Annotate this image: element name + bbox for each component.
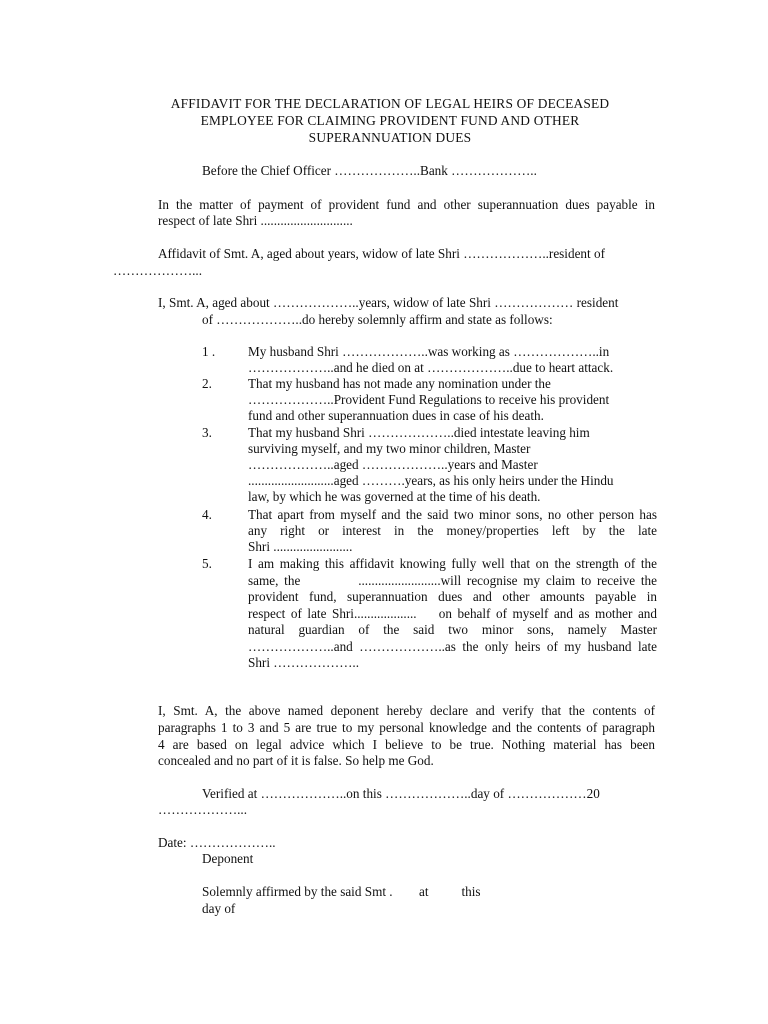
item-line: That my husband Shri ………………..died intestate leaving him — [248, 425, 590, 440]
item-line: fund and other superannuation dues in case of his death. — [248, 408, 544, 423]
title-line-1: AFFIDAVIT FOR THE DECLARATION OF LEGAL HEIRS OF DECEASED — [170, 96, 610, 111]
deponent-label: Deponent — [202, 851, 254, 866]
item-number: 4. — [202, 507, 212, 522]
affidavit-of-line-2: ………………... — [113, 263, 203, 278]
document-title — [150, 95, 630, 146]
statement-line-2: of ………………..do hereby solemnly affirm and state as follows: — [202, 312, 553, 327]
item-number: 3. — [202, 425, 212, 440]
verification-line-2: paragraphs 1 to 3 and 5 are true to my personal knowledge and the contents of paragraph — [158, 720, 655, 735]
solemnly-affirmed-line: Solemnly affirmed by the said Smt . at this — [202, 884, 481, 899]
verification-line-1: I, Smt. A, the above named deponent hereby declare and verify that the contents of — [158, 703, 655, 718]
item-line: ..........................aged ……….years, as his only heirs under the Hindu — [248, 473, 614, 488]
day-of-line: day of — [202, 901, 236, 916]
statement-line-1: I, Smt. A, aged about ………………..years, widow of late Shri ……………… resident — [158, 295, 619, 310]
item-line: respect of late Shri................... on behalf of myself and as mother and — [248, 606, 657, 621]
item-line: My husband Shri ………………..was working as ………………..in — [248, 344, 610, 359]
item-line: any right or interest in the money/properties left by the late — [248, 523, 657, 538]
item-line: provident fund, superannuation dues and other amounts payable in — [248, 589, 657, 604]
date-line: Date: ……………….. — [158, 835, 276, 850]
item-line: I am making this affidavit knowing fully well that on the strength of the — [248, 556, 657, 571]
item-line: ………………..and ………………..as the only heirs of my husband late — [248, 639, 657, 654]
verified-at-line-1: Verified at ………………..on this ………………..day of ………………20 — [202, 786, 600, 801]
title-line-3: SUPERANNUATION DUES — [308, 130, 472, 145]
item-line: law, by which he was governed at the time of his death. — [248, 489, 541, 504]
item-line: Shri ……………….. — [248, 655, 359, 670]
before-chief-officer: Before the Chief Officer ………………..Bank ……………….. — [202, 163, 537, 178]
item-line: ………………..aged ………………..years and Master — [248, 457, 538, 472]
item-line: ………………..Provident Fund Regulations to receive his provident — [248, 392, 610, 407]
item-number: 5. — [202, 556, 212, 571]
item-line: Shri ........................ — [248, 539, 353, 554]
item-line: surviving myself, and my two minor children, Master — [248, 441, 531, 456]
item-line: same, the .........................will recognise my claim to receive the — [248, 573, 657, 588]
item-number: 1 . — [202, 344, 216, 359]
matter-line-1: In the matter of payment of provident fund and other superannuation dues payable in — [158, 197, 655, 212]
verification-line-4: concealed and no part of it is false. So help me God. — [158, 753, 434, 768]
title-line-2: EMPLOYEE FOR CLAIMING PROVIDENT FUND AND OTHER — [200, 113, 580, 128]
verified-at-line-2: ………………... — [158, 802, 248, 817]
matter-line-2: respect of late Shri ............................ — [158, 213, 353, 228]
item-number: 2. — [202, 376, 212, 391]
item-line: That apart from myself and the said two minor sons, no other person has — [248, 507, 657, 522]
item-line: That my husband has not made any nomination under the — [248, 376, 551, 391]
item-line: ………………..and he died on at ………………..due to heart attack. — [248, 360, 614, 375]
affidavit-of-line-1: Affidavit of Smt. A, aged about years, widow of late Shri ………………..resident of — [158, 246, 605, 261]
verification-line-3: 4 are based on legal advice which I believe to be true. Nothing material has been — [158, 737, 655, 752]
item-line: natural guardian of the said two minor sons, namely Master — [248, 622, 657, 637]
